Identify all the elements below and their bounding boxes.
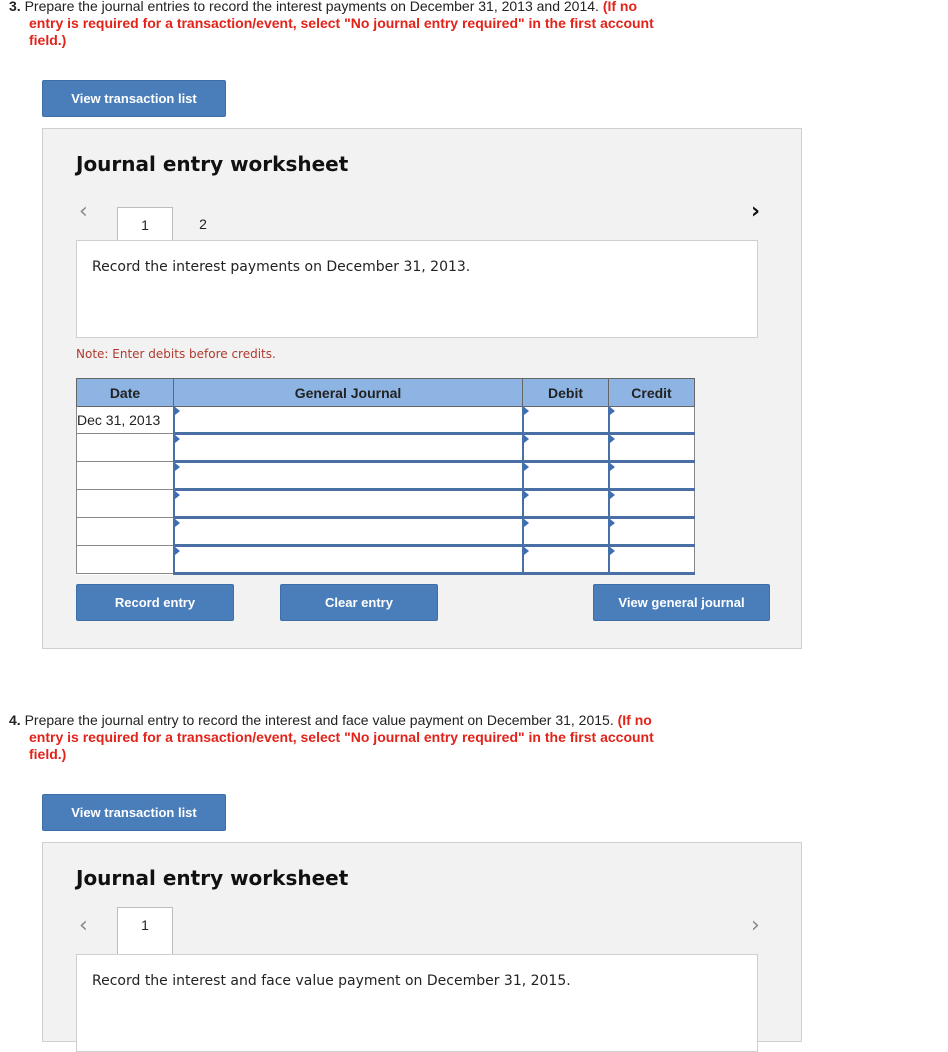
table-row bbox=[77, 490, 695, 518]
debit-input[interactable] bbox=[523, 434, 609, 462]
credit-input[interactable] bbox=[609, 546, 695, 574]
input-marker-icon bbox=[524, 463, 529, 471]
entry-description bbox=[76, 240, 758, 338]
input-marker-icon bbox=[524, 519, 529, 527]
dropdown-marker-icon bbox=[175, 435, 180, 443]
instruction-text-line2: entry is required for a transaction/event, select "No journal entry required" in the first account bbox=[29, 15, 654, 31]
credit-input[interactable] bbox=[609, 407, 695, 434]
date-cell[interactable]: Dec 31, 2013 bbox=[77, 407, 174, 434]
journal-table bbox=[76, 378, 695, 575]
general-journal-header: General Journal bbox=[174, 379, 523, 407]
input-marker-icon bbox=[524, 547, 529, 555]
instruction-text: (If no bbox=[602, 0, 638, 14]
debit-input[interactable] bbox=[523, 490, 609, 518]
question-text: Prepare the journal entries to record the interest payments on December 31, 2013 and 2014. bbox=[24, 0, 599, 14]
input-marker-icon bbox=[610, 547, 615, 555]
chevron-left-icon[interactable]: ‹ bbox=[79, 913, 88, 938]
debit-input[interactable] bbox=[523, 518, 609, 546]
table-row bbox=[77, 407, 695, 434]
date-header: Date bbox=[77, 379, 174, 407]
clear-entry-button[interactable]: Clear entry bbox=[280, 584, 438, 621]
question-text: Prepare the journal entry to record the interest and face value payment on December 31, 2015. bbox=[24, 712, 614, 728]
tab-2[interactable]: 2 bbox=[199, 216, 207, 232]
date-cell[interactable] bbox=[77, 490, 174, 518]
debit-input[interactable] bbox=[523, 546, 609, 574]
date-cell[interactable] bbox=[77, 518, 174, 546]
account-select[interactable] bbox=[174, 462, 523, 490]
input-marker-icon bbox=[610, 435, 615, 443]
worksheet-title: Journal entry worksheet bbox=[76, 866, 349, 890]
credit-input[interactable] bbox=[609, 434, 695, 462]
date-cell[interactable] bbox=[77, 434, 174, 462]
instruction-text-line3: field.) bbox=[29, 32, 67, 48]
tab-1[interactable]: 1 bbox=[117, 907, 173, 956]
view-transaction-list-button[interactable]: View transaction list bbox=[42, 794, 226, 831]
entry-description-text: Record the interest and face value payment on December 31, 2015. bbox=[92, 973, 571, 989]
dropdown-marker-icon bbox=[175, 547, 180, 555]
view-general-journal-button[interactable]: View general journal bbox=[593, 584, 770, 621]
record-entry-button[interactable]: Record entry bbox=[76, 584, 234, 621]
entry-description bbox=[76, 954, 758, 1052]
chevron-right-icon[interactable]: › bbox=[751, 199, 761, 224]
credit-input[interactable] bbox=[609, 490, 695, 518]
table-row bbox=[77, 518, 695, 546]
question-4 bbox=[9, 712, 709, 763]
question-number: 4. bbox=[9, 712, 21, 728]
dropdown-marker-icon bbox=[175, 407, 180, 415]
instruction-text: (If no bbox=[617, 712, 652, 728]
input-marker-icon bbox=[524, 407, 529, 415]
tab-1[interactable]: 1 bbox=[117, 207, 173, 242]
table-row bbox=[77, 462, 695, 490]
input-marker-icon bbox=[524, 435, 529, 443]
account-select[interactable] bbox=[174, 518, 523, 546]
account-select[interactable] bbox=[174, 434, 523, 462]
table-row bbox=[77, 434, 695, 462]
table-row bbox=[77, 546, 695, 574]
question-number: 3. bbox=[9, 0, 21, 14]
account-select[interactable] bbox=[174, 490, 523, 518]
journal-entry-worksheet bbox=[42, 842, 802, 1042]
dropdown-marker-icon bbox=[175, 463, 180, 471]
account-select[interactable] bbox=[174, 407, 523, 434]
input-marker-icon bbox=[610, 491, 615, 499]
chevron-right-icon[interactable]: › bbox=[751, 913, 760, 938]
debit-input[interactable] bbox=[523, 462, 609, 490]
date-cell[interactable] bbox=[77, 462, 174, 490]
input-marker-icon bbox=[610, 519, 615, 527]
debit-header: Debit bbox=[523, 379, 609, 407]
worksheet-title: Journal entry worksheet bbox=[76, 152, 349, 176]
credit-input[interactable] bbox=[609, 518, 695, 546]
dropdown-marker-icon bbox=[175, 491, 180, 499]
input-marker-icon bbox=[610, 407, 615, 415]
note-text: Note: Enter debits before credits. bbox=[76, 347, 276, 361]
journal-entry-worksheet bbox=[42, 128, 802, 649]
date-cell[interactable] bbox=[77, 546, 174, 574]
instruction-text-line3: field.) bbox=[29, 746, 67, 762]
entry-description-text: Record the interest payments on December 31, 2013. bbox=[92, 259, 471, 275]
chevron-left-icon[interactable]: ‹ bbox=[79, 199, 88, 224]
credit-input[interactable] bbox=[609, 462, 695, 490]
credit-header: Credit bbox=[609, 379, 695, 407]
question-3 bbox=[9, 0, 709, 49]
debit-input[interactable] bbox=[523, 407, 609, 434]
view-transaction-list-button[interactable]: View transaction list bbox=[42, 80, 226, 117]
input-marker-icon bbox=[524, 491, 529, 499]
dropdown-marker-icon bbox=[175, 519, 180, 527]
table-header-row bbox=[77, 379, 695, 407]
instruction-text-line2: entry is required for a transaction/event, select "No journal entry required" in the first account bbox=[29, 729, 654, 745]
input-marker-icon bbox=[610, 463, 615, 471]
account-select[interactable] bbox=[174, 546, 523, 574]
